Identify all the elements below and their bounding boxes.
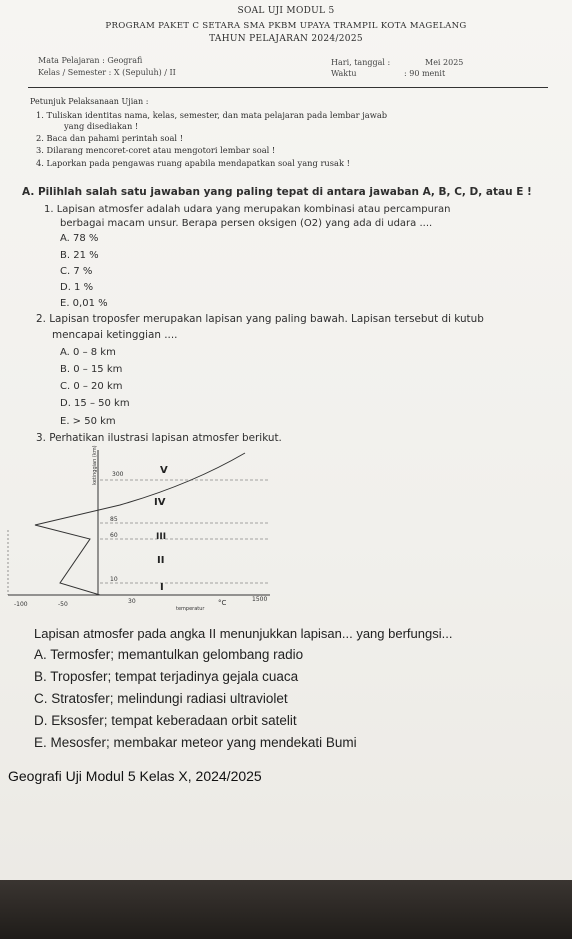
q2-text-cont: mencapai ketinggian .... bbox=[52, 329, 178, 341]
instructions-title: Petunjuk Pelaksanaan Ujian : bbox=[30, 97, 149, 106]
q3-option-d: D. Eksosfer; tempat keberadaan orbit satelit bbox=[34, 713, 297, 728]
q2-option-b: B. 0 – 15 km bbox=[60, 364, 123, 375]
instruction-item: 1. Tuliskan identitas nama, kelas, semester, dan mata pelajaran pada lembar jawab bbox=[36, 110, 388, 120]
q1-option-d: D. 1 % bbox=[60, 282, 94, 293]
height-axis-label: ketinggian (km) bbox=[92, 445, 98, 485]
layer-label-v: V bbox=[160, 465, 168, 476]
q3-option-c: C. Stratosfer; melindungi radiasi ultraviolet bbox=[34, 691, 288, 706]
temperature-axis-label: temperatur bbox=[176, 606, 205, 612]
height-tick: 10 bbox=[110, 576, 118, 583]
instruction-item: 2. Baca dan pahami perintah soal ! bbox=[36, 133, 184, 143]
layer-label-iv: IV bbox=[154, 497, 166, 508]
q2-option-a: A. 0 – 8 km bbox=[60, 347, 116, 358]
temperature-profile-curve bbox=[35, 453, 245, 595]
height-tick: 85 bbox=[110, 516, 118, 523]
dark-background-area bbox=[0, 880, 572, 939]
temp-tick: -100 bbox=[14, 601, 28, 608]
temp-tick: 30 bbox=[128, 598, 136, 605]
q1-option-a: A. 78 % bbox=[60, 233, 99, 244]
atmosphere-layers-figure bbox=[0, 445, 300, 620]
q1-text: 1. Lapisan atmosfer adalah udara yang merupakan kombinasi atau percampuran bbox=[44, 204, 451, 215]
q3-option-a: A. Termosfer; memantulkan gelombang radio bbox=[34, 647, 304, 662]
time-label: Waktu bbox=[331, 69, 357, 78]
temp-tick: -50 bbox=[58, 601, 68, 608]
q1-option-b: B. 21 % bbox=[60, 250, 99, 261]
temp-tick: 1500 bbox=[252, 596, 268, 603]
instruction-item: 3. Dilarang mencoret-coret atau mengotori lembar soal ! bbox=[36, 145, 276, 155]
layer-label-ii: II bbox=[157, 555, 165, 566]
height-tick: 60 bbox=[110, 532, 118, 539]
date-label: Hari, tanggal : bbox=[331, 58, 391, 67]
instruction-item: yang disediakan ! bbox=[64, 121, 139, 131]
header-divider bbox=[28, 87, 548, 88]
time-value: : 90 menit bbox=[404, 69, 446, 78]
temperature-unit: °C bbox=[218, 599, 227, 607]
q3-text: 3. Perhatikan ilustrasi lapisan atmosfer berikut. bbox=[36, 432, 282, 444]
q1-option-e: E. 0,01 % bbox=[60, 298, 108, 309]
q2-option-d: D. 15 – 50 km bbox=[60, 398, 130, 409]
section-a-instruction: A. Pilihlah salah satu jawaban yang paling tepat di antara jawaban A, B, C, D, atau E ! bbox=[22, 186, 532, 198]
layer-label-i: I bbox=[160, 582, 164, 593]
height-tick: 300 bbox=[112, 471, 124, 478]
program-name: PROGRAM PAKET C SETARA SMA PKBM UPAYA TRAMPIL KOTA MAGELANG bbox=[105, 21, 467, 31]
subject-field: Mata Pelajaran : Geografi bbox=[38, 56, 143, 65]
q3-option-e: E. Mesosfer; membakar meteor yang mendekati Bumi bbox=[34, 735, 357, 750]
academic-year: TAHUN PELAJARAN 2024/2025 bbox=[209, 34, 363, 44]
q2-option-e: E. > 50 km bbox=[60, 416, 116, 427]
q1-text-cont: berbagai macam unsur. Berapa persen oksigen (O2) yang ada di udara .... bbox=[60, 218, 433, 229]
exam-title: SOAL UJI MODUL 5 bbox=[237, 6, 335, 16]
page-footer: Geografi Uji Modul 5 Kelas X, 2024/2025 bbox=[8, 768, 262, 784]
q3-question: Lapisan atmosfer pada angka II menunjukkan lapisan... yang berfungsi... bbox=[34, 626, 453, 641]
layer-label-iii: III bbox=[156, 532, 167, 542]
q3-option-b: B. Troposfer; tempat terjadinya gejala cuaca bbox=[34, 669, 299, 684]
q2-option-c: C. 0 – 20 km bbox=[60, 381, 123, 392]
q1-option-c: C. 7 % bbox=[60, 266, 93, 277]
instruction-item: 4. Laporkan pada pengawas ruang apabila mendapatkan soal yang rusak ! bbox=[36, 158, 350, 168]
date-value: Mei 2025 bbox=[425, 58, 464, 67]
q2-text: 2. Lapisan troposfer merupakan lapisan yang paling bawah. Lapisan tersebut di kutub bbox=[36, 313, 484, 325]
class-field: Kelas / Semester : X (Sepuluh) / II bbox=[38, 68, 176, 77]
